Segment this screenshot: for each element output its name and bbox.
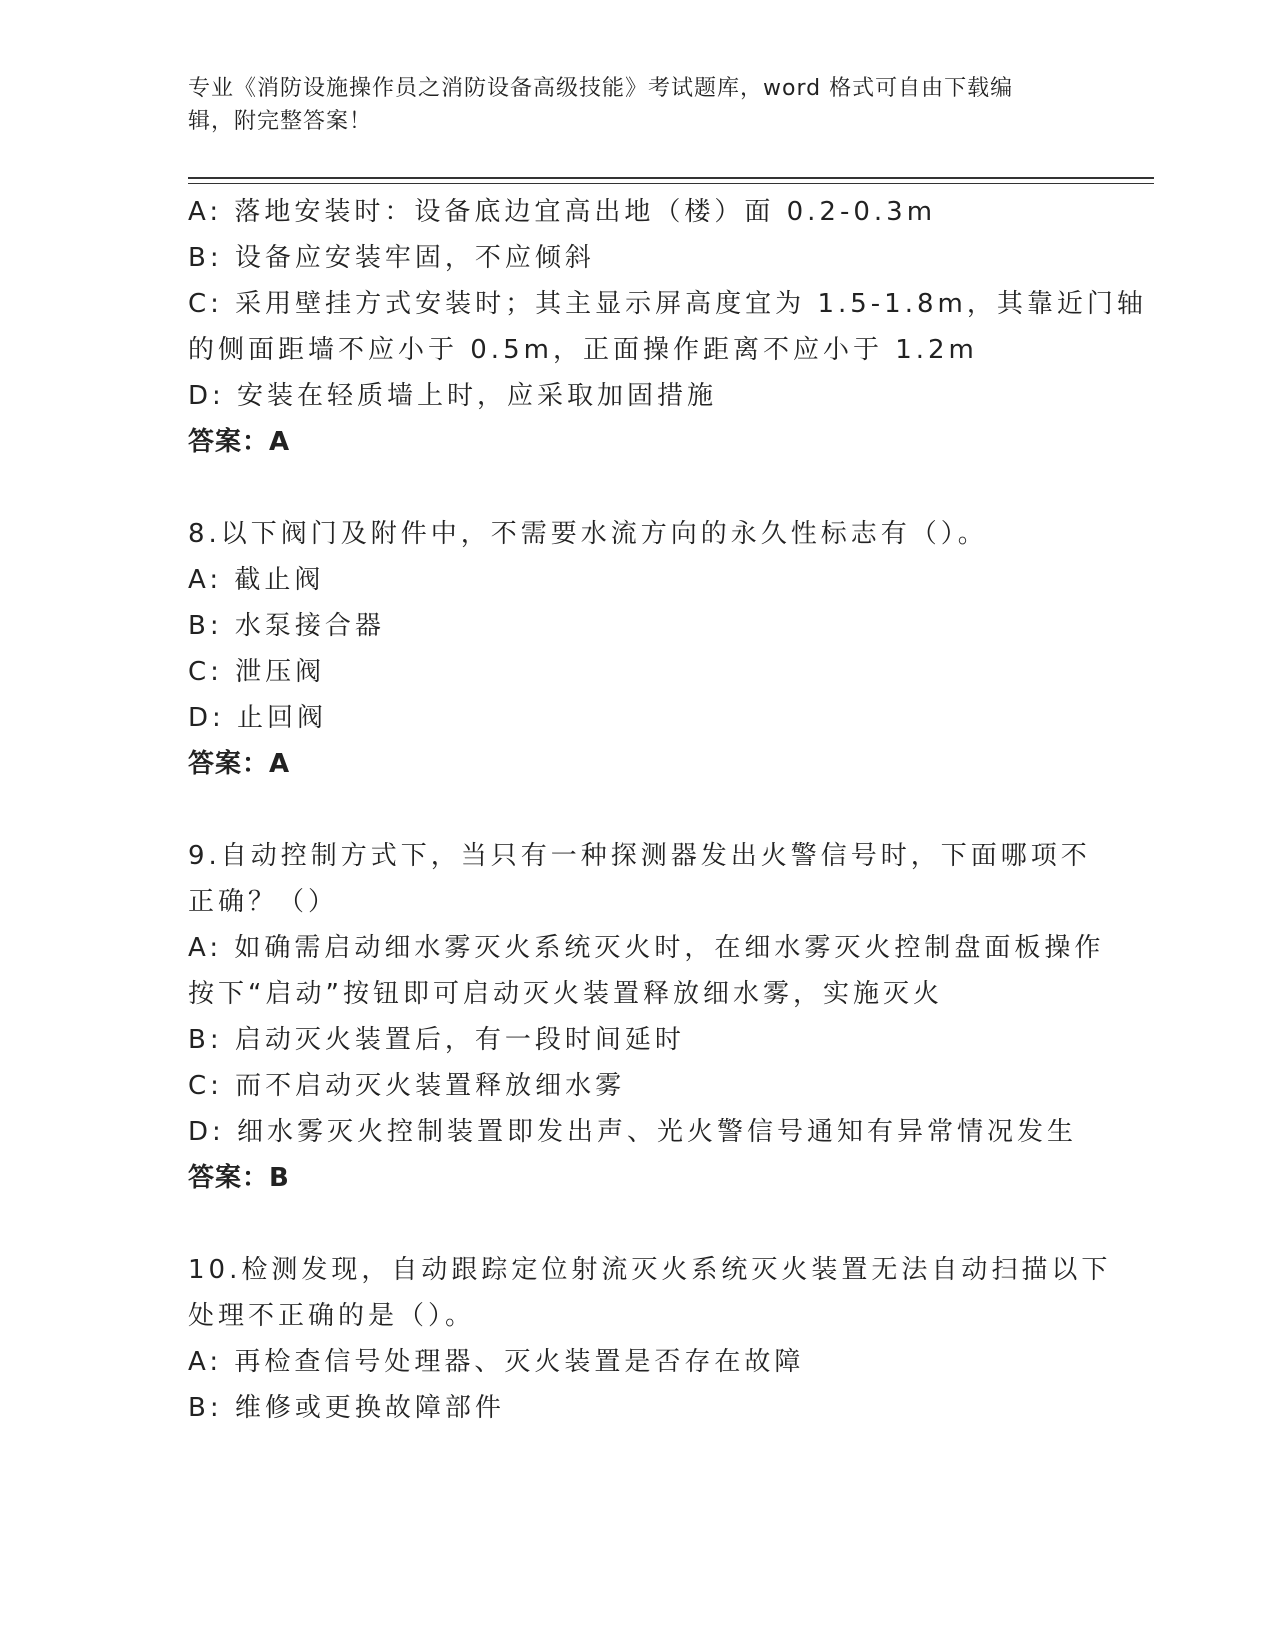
header-line-1: 专业《消防设施操作员之消防设备高级技能》考试题库，word 格式可自由下载编 (188, 76, 1014, 101)
option-b: B: 维修或更换故障部件 (188, 1393, 505, 1423)
answer-line: 答案：A (188, 427, 291, 457)
option-b: B: 设备应安装牢固，不应倾斜 (188, 243, 595, 273)
option-a: A: 如确需启动细水雾灭火系统灭火时，在细水雾灭火控制盘面板操作 (188, 933, 1105, 963)
option-b: B: 启动灭火装置后，有一段时间延时 (188, 1025, 685, 1055)
question-stem-continued: 正确？（） (188, 887, 339, 917)
option-c: C: 而不启动灭火装置释放细水雾 (188, 1071, 626, 1101)
option-c: C: 采用壁挂方式安装时；其主显示屏高度宜为 1.5-1.8m，其靠近门轴 (188, 289, 1147, 319)
answer-line: 答案：A (188, 749, 291, 779)
question-stem-continued: 处理不正确的是（）。 (188, 1301, 476, 1331)
block-spacer (188, 465, 1088, 511)
option-a: A: 落地安装时：设备底边宜高出地（楼）面 0.2-0.3m (188, 197, 937, 227)
question-stem: 8.以下阀门及附件中，不需要水流方向的永久性标志有（）。 (188, 519, 988, 549)
question-list (188, 189, 1147, 1431)
answer-line: 答案：B (188, 1163, 290, 1193)
question-stem: 10.检测发现，自动跟踪定位射流灭火系统灭火装置无法自动扫描以下 (188, 1255, 1112, 1285)
question-block-10 (188, 1247, 1112, 1431)
header-rule-thick (188, 177, 1154, 179)
option-d: D: 止回阀 (188, 703, 328, 733)
question-block-8 (188, 511, 1088, 787)
option-a: A: 再检查信号处理器、灭火装置是否存在故障 (188, 1347, 805, 1377)
question-stem: 9.自动控制方式下，当只有一种探测器发出火警信号时，下面哪项不 (188, 841, 1091, 871)
block-spacer (188, 787, 1088, 833)
option-a: A: 截止阀 (188, 565, 325, 595)
option-b: B: 水泵接合器 (188, 611, 385, 641)
question-block-9 (188, 833, 1105, 1201)
document-header (188, 72, 1068, 138)
option-c-continued: 的侧面距墙不应小于 0.5m，正面操作距离不应小于 1.2m (188, 335, 978, 365)
option-d: D: 细水雾灭火控制装置即发出声、光火警信号通知有异常情况发生 (188, 1117, 1078, 1147)
option-a-continued: 按下“启动”按钮即可启动灭火装置释放细水雾，实施灭火 (188, 979, 943, 1009)
option-d: D: 安装在轻质墙上时，应采取加固措施 (188, 381, 718, 411)
question-block-7 (188, 189, 1147, 465)
option-c: C: 泄压阀 (188, 657, 326, 687)
header-rule-thin (188, 183, 1154, 184)
block-spacer (188, 1201, 1088, 1247)
header-line-2: 辑，附完整答案！ (188, 109, 373, 134)
